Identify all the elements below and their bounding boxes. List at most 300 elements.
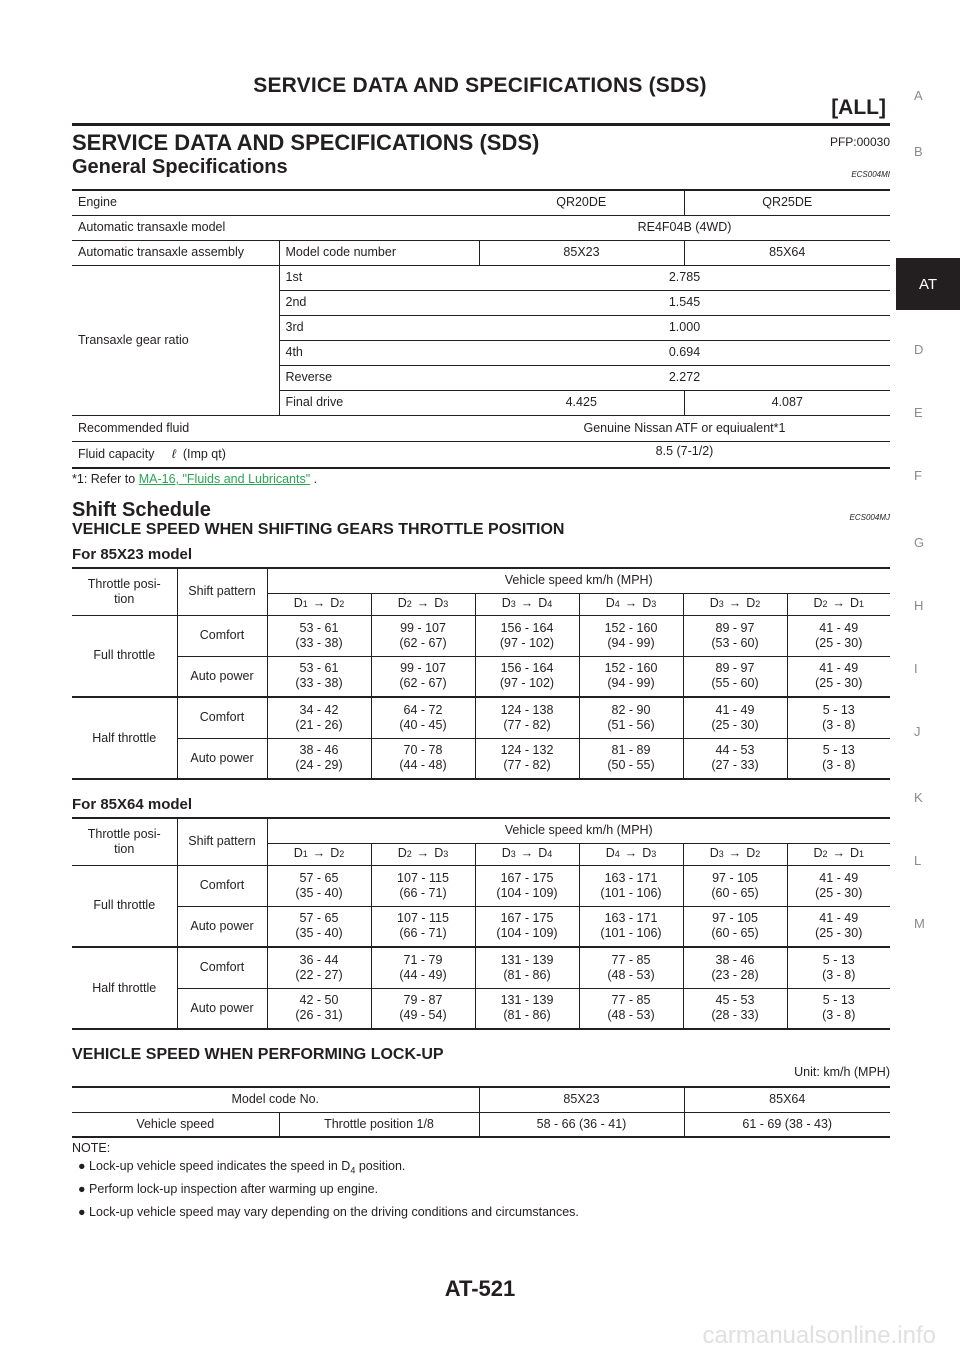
footnote: [72, 472, 317, 486]
header-shift-column: [787, 593, 890, 615]
speed-kmh: 38 - 46: [715, 952, 755, 967]
cell-speed: [683, 615, 787, 656]
gear-number: 2: [406, 849, 412, 859]
gear-letter: D: [330, 846, 340, 860]
speed-mph: (3 - 8): [822, 717, 856, 732]
speed-mph: (33 - 38): [295, 635, 343, 650]
speed-kmh: 156 - 164: [500, 620, 554, 635]
speed-mph: (60 - 65): [711, 885, 759, 900]
speed-kmh: 44 - 53: [715, 743, 755, 758]
table-row: [72, 190, 890, 215]
header-shift-column: [683, 843, 787, 865]
gear-number: 3: [718, 849, 724, 859]
cell-lockup-header-85x23: 85X23: [479, 1087, 684, 1112]
cell-speed: [475, 906, 579, 947]
cell-speed: [371, 947, 475, 988]
cell-shift-pattern: Auto power: [177, 988, 267, 1029]
cell-speed: [475, 615, 579, 656]
lockup-table: [72, 1086, 890, 1138]
cell-speed: [579, 615, 683, 656]
footnote-link[interactable]: MA-16, "Fluids and Lubricants": [138, 472, 311, 486]
gear-letter: D: [746, 846, 756, 860]
cell-speed: [267, 906, 371, 947]
gear-letter: D: [434, 846, 444, 860]
cell-gear-value: 2.272: [479, 365, 890, 390]
speed-kmh: 5 - 13: [822, 952, 855, 967]
cell-final-drive-85x64: 4.087: [684, 390, 890, 415]
side-tab[interactable]: L: [914, 853, 922, 868]
speed-mph: (33 - 38): [295, 676, 343, 691]
speed-kmh: 131 - 139: [500, 952, 554, 967]
gear-letter: D: [605, 596, 615, 610]
table-row: [72, 265, 890, 290]
speed-kmh: 89 - 97: [715, 661, 755, 676]
header-shift-pattern: Shift pattern: [177, 818, 267, 865]
cell-speed: [787, 615, 890, 656]
speed-kmh: 167 - 175: [500, 870, 554, 885]
cell-speed: [371, 615, 475, 656]
speed-mph: (94 - 99): [607, 635, 655, 650]
cell-gear-ratio-label: Transaxle gear ratio: [72, 265, 279, 415]
cell-assembly-label: Automatic transaxle assembly: [72, 240, 279, 265]
speed-mph: (28 - 33): [711, 1008, 759, 1023]
gear-number: 2: [339, 599, 345, 609]
gear-number: 3: [718, 599, 724, 609]
cell-speed: [787, 738, 890, 779]
cell-speed: [579, 865, 683, 906]
speed-kmh: 152 - 160: [604, 661, 658, 676]
speed-kmh: 71 - 79: [403, 952, 443, 967]
speed-mph: (104 - 109): [496, 885, 558, 900]
gear-number: 2: [339, 849, 345, 859]
cell-speed: [475, 947, 579, 988]
speed-mph: (94 - 99): [607, 676, 655, 691]
shift-subtitle: VEHICLE SPEED WHEN SHIFTING GEARS THROTTLE POSITION: [72, 521, 565, 538]
running-header-title: SERVICE DATA AND SPECIFICATIONS (SDS): [253, 74, 707, 97]
table-row: [72, 947, 890, 988]
table-row: [72, 697, 890, 738]
speed-mph: (35 - 40): [295, 885, 343, 900]
side-tab[interactable]: M: [914, 916, 925, 931]
speed-mph: (44 - 49): [399, 967, 447, 982]
cell-speed: [475, 697, 579, 738]
speed-mph: (51 - 56): [607, 717, 655, 732]
gear-letter: D: [813, 596, 823, 610]
table-row: [72, 738, 890, 779]
header-vehicle-speed: Vehicle speed km/h (MPH): [267, 568, 890, 593]
table-row: [72, 988, 890, 1029]
speed-mph: (60 - 65): [711, 926, 759, 941]
speed-mph: (81 - 86): [503, 967, 551, 982]
speed-mph: (25 - 30): [711, 717, 759, 732]
speed-mph: (24 - 29): [295, 758, 343, 773]
speed-mph: (101 - 106): [600, 885, 662, 900]
table-row: [72, 865, 890, 906]
speed-mph: (44 - 48): [399, 758, 447, 773]
cell-speed: [475, 865, 579, 906]
arrow-right-icon: →: [728, 596, 742, 610]
gear-letter: D: [538, 596, 548, 610]
speed-kmh: 45 - 53: [715, 993, 755, 1008]
arrow-right-icon: →: [520, 846, 534, 860]
table-row: [72, 1087, 890, 1112]
arrow-right-icon: →: [624, 846, 638, 860]
header-throttle: Throttle posi- tion: [72, 818, 177, 865]
speed-kmh: 41 - 49: [819, 870, 859, 885]
speed-kmh: 163 - 171: [604, 870, 658, 885]
speed-kmh: 42 - 50: [299, 993, 339, 1008]
general-specs-title: General Specifications: [72, 156, 288, 178]
footnote-prefix: *1: Refer to: [72, 472, 136, 486]
speed-mph: (25 - 30): [815, 926, 863, 941]
gear-number: 4: [614, 599, 620, 609]
cell-gear-value: 1.545: [479, 290, 890, 315]
gear-number: 1: [302, 599, 308, 609]
speed-kmh: 97 - 105: [712, 870, 758, 885]
speed-mph: (27 - 33): [711, 758, 759, 773]
cell-throttle: Half throttle: [72, 697, 177, 779]
arrow-right-icon: →: [624, 596, 638, 610]
header-vehicle-speed: Vehicle speed km/h (MPH): [267, 818, 890, 843]
table-row: [72, 615, 890, 656]
cell-gear-value: 2.785: [479, 265, 890, 290]
cell-speed: [787, 988, 890, 1029]
speed-kmh: 99 - 107: [400, 620, 446, 635]
gear-number: 3: [510, 599, 516, 609]
speed-mph: (48 - 53): [607, 1008, 655, 1023]
speed-kmh: 99 - 107: [400, 661, 446, 676]
shift-table-2-title: For 85X64 model: [72, 796, 193, 813]
cell-fluid-value: Genuine Nissan ATF or equiualent*1: [479, 415, 890, 441]
header-shift-column: [371, 843, 475, 865]
cell-capacity-label: [72, 441, 479, 468]
cell-speed: [579, 656, 683, 697]
speed-kmh: 38 - 46: [299, 743, 339, 758]
note-sub: 4: [350, 1165, 356, 1176]
cell-speed: [683, 988, 787, 1029]
speed-kmh: 41 - 49: [819, 661, 859, 676]
gear-letter: D: [709, 596, 719, 610]
speed-mph: (3 - 8): [822, 967, 856, 982]
speed-mph: (21 - 26): [295, 717, 343, 732]
speed-kmh: 77 - 85: [611, 952, 651, 967]
arrow-right-icon: →: [312, 596, 326, 610]
speed-kmh: 5 - 13: [822, 702, 855, 717]
bullet-icon: ●: [78, 1159, 86, 1173]
cell-gear-name: Reverse: [279, 365, 479, 390]
speed-kmh: 163 - 171: [604, 911, 658, 926]
gear-letter: D: [746, 596, 756, 610]
speed-mph: (97 - 102): [499, 635, 555, 650]
table-row: [72, 818, 890, 843]
speed-mph: (35 - 40): [295, 926, 343, 941]
cell-speed: [267, 656, 371, 697]
speed-mph: (62 - 67): [399, 635, 447, 650]
speed-kmh: 36 - 44: [299, 952, 339, 967]
side-tab[interactable]: K: [914, 790, 923, 805]
gear-number: 1: [302, 849, 308, 859]
shift-schedule-code: ECS004MJ: [849, 513, 890, 522]
cell-speed: [683, 697, 787, 738]
arrow-right-icon: →: [416, 846, 430, 860]
gear-number: 3: [443, 599, 449, 609]
gear-number: 2: [406, 599, 412, 609]
speed-kmh: 70 - 78: [403, 743, 443, 758]
cell-speed: [267, 865, 371, 906]
header-divider: [72, 123, 890, 126]
side-tab-active[interactable]: [896, 258, 960, 310]
table-row: [72, 1112, 890, 1137]
cell-shift-pattern: Auto power: [177, 906, 267, 947]
gear-number: 1: [859, 849, 865, 859]
speed-mph: (55 - 60): [711, 676, 759, 691]
side-tab[interactable]: B: [914, 144, 923, 159]
speed-mph: (22 - 27): [295, 967, 343, 982]
cell-speed: [475, 656, 579, 697]
gear-letter: D: [293, 596, 303, 610]
table-row: [72, 656, 890, 697]
cell-speed: [787, 865, 890, 906]
side-tab[interactable]: D: [914, 342, 924, 357]
side-tab[interactable]: I: [914, 661, 918, 676]
header-shift-column: [267, 593, 371, 615]
pfp-code: PFP:00030: [829, 135, 890, 149]
liter-icon: ℓ: [171, 446, 176, 461]
side-tab[interactable]: G: [914, 535, 925, 550]
side-tab-label: AT: [918, 275, 938, 293]
watermark: carmanualsonline.info: [702, 1322, 936, 1349]
cell-speed: [371, 865, 475, 906]
gear-number: 3: [651, 599, 657, 609]
cell-lockup-85x23: 58 - 66 (36 - 41): [479, 1112, 684, 1137]
cell-speed: [371, 697, 475, 738]
capacity-unit: (Imp qt): [182, 446, 226, 461]
capacity-label-text: Fluid capacity: [78, 446, 155, 461]
cell-speed: [371, 738, 475, 779]
header-shift-pattern: Shift pattern: [177, 568, 267, 615]
speed-kmh: 41 - 49: [819, 911, 859, 926]
speed-kmh: 97 - 105: [712, 911, 758, 926]
gear-letter: D: [605, 846, 615, 860]
speed-mph: (66 - 71): [399, 885, 447, 900]
speed-mph: (50 - 55): [607, 758, 655, 773]
cell-engine-qr25de: QR25DE: [684, 190, 890, 215]
cell-speed: [787, 947, 890, 988]
cell-speed: [579, 988, 683, 1029]
cell-model-value: RE4F04B (4WD): [479, 215, 890, 240]
side-tab[interactable]: E: [914, 405, 923, 420]
speed-kmh: 41 - 49: [715, 702, 755, 717]
cell-throttle: Full throttle: [72, 615, 177, 697]
cell-gear-name: 1st: [279, 265, 479, 290]
arrow-right-icon: →: [832, 596, 845, 610]
speed-mph: (49 - 54): [399, 1008, 447, 1023]
cell-speed: [475, 738, 579, 779]
cell-speed: [683, 656, 787, 697]
cell-model-code-85x64: 85X64: [684, 240, 890, 265]
gear-letter: D: [330, 596, 340, 610]
cell-fluid-label: Recommended fluid: [72, 415, 479, 441]
table-row: [72, 240, 890, 265]
speed-kmh: 53 - 61: [299, 620, 339, 635]
cell-shift-pattern: Comfort: [177, 947, 267, 988]
header-shift-column: [475, 593, 579, 615]
cell-speed: [787, 656, 890, 697]
shift-table: [72, 817, 890, 1030]
bullet-icon: ●: [78, 1182, 86, 1196]
cell-lockup-header-label: Model code No.: [72, 1087, 479, 1112]
note-text: Lock-up vehicle speed indicates the speed in D: [89, 1159, 351, 1173]
speed-mph: (66 - 71): [399, 926, 447, 941]
gear-number: 3: [443, 849, 449, 859]
cell-shift-pattern: Comfort: [177, 697, 267, 738]
gear-letter: D: [813, 846, 823, 860]
cell-speed: [371, 906, 475, 947]
speed-kmh: 5 - 13: [822, 743, 855, 758]
shift-schedule-title: Shift Schedule: [72, 499, 211, 521]
gear-number: 2: [755, 849, 761, 859]
cell-speed: [371, 656, 475, 697]
gear-number: 1: [859, 599, 865, 609]
note-text: Lock-up vehicle speed may vary depending on the driving conditions and circumstances.: [89, 1205, 579, 1219]
gear-letter: D: [397, 596, 407, 610]
gear-letter: D: [397, 846, 407, 860]
table-row: [72, 568, 890, 593]
header-shift-column: [267, 843, 371, 865]
cell-model-label: Automatic transaxle model: [72, 215, 479, 240]
speed-kmh: 107 - 115: [397, 911, 449, 926]
cell-speed: [267, 697, 371, 738]
speed-kmh: 152 - 160: [604, 620, 658, 635]
table-row: [72, 415, 890, 441]
gear-letter: D: [850, 846, 860, 860]
cell-speed: [579, 697, 683, 738]
cell-speed: [267, 947, 371, 988]
cell-speed: [371, 988, 475, 1029]
cell-engine-label: Engine: [72, 190, 479, 215]
gear-number: 3: [510, 849, 516, 859]
speed-kmh: 131 - 139: [500, 993, 554, 1008]
gear-number: 4: [547, 599, 553, 609]
header-throttle: Throttle posi- tion: [72, 568, 177, 615]
speed-kmh: 124 - 132: [500, 743, 554, 758]
note-after: position.: [355, 1159, 406, 1173]
gear-number: 4: [614, 849, 620, 859]
gear-letter: D: [293, 846, 303, 860]
cell-throttle: Half throttle: [72, 947, 177, 1029]
speed-kmh: 81 - 89: [611, 743, 651, 758]
speed-kmh: 89 - 97: [715, 620, 755, 635]
speed-kmh: 167 - 175: [500, 911, 554, 926]
speed-mph: (104 - 109): [496, 926, 558, 941]
gear-number: 2: [755, 599, 761, 609]
gear-letter: D: [434, 596, 444, 610]
cell-lockup-header-85x64: 85X64: [684, 1087, 890, 1112]
page-number: AT-521: [444, 1276, 516, 1301]
note-item: [78, 1182, 378, 1196]
arrow-right-icon: →: [520, 596, 534, 610]
side-tab[interactable]: A: [914, 88, 923, 103]
header-shift-column: [371, 593, 475, 615]
speed-kmh: 82 - 90: [611, 702, 651, 717]
cell-lockup-throttle: Throttle position 1/8: [279, 1112, 479, 1137]
speed-kmh: 34 - 42: [299, 702, 339, 717]
cell-model-code-85x23: 85X23: [479, 240, 684, 265]
speed-mph: (77 - 82): [503, 717, 551, 732]
cell-gear-name: 3rd: [279, 315, 479, 340]
cell-shift-pattern: Auto power: [177, 656, 267, 697]
gear-letter: D: [709, 846, 719, 860]
cell-speed: [683, 947, 787, 988]
speed-mph: (81 - 86): [503, 1008, 551, 1023]
speed-kmh: 41 - 49: [819, 620, 859, 635]
cell-gear-name: 4th: [279, 340, 479, 365]
cell-speed: [579, 738, 683, 779]
speed-mph: (101 - 106): [600, 926, 662, 941]
gear-letter: D: [501, 846, 511, 860]
cell-speed: [267, 615, 371, 656]
speed-kmh: 57 - 65: [299, 911, 339, 926]
speed-kmh: 5 - 13: [822, 993, 855, 1008]
arrow-right-icon: →: [416, 596, 430, 610]
speed-mph: (77 - 82): [503, 758, 551, 773]
side-tab[interactable]: F: [914, 468, 922, 483]
speed-mph: (40 - 45): [399, 717, 447, 732]
speed-mph: (3 - 8): [822, 1008, 856, 1023]
cell-speed: [579, 906, 683, 947]
cell-speed: [787, 906, 890, 947]
cell-shift-pattern: Auto power: [177, 738, 267, 779]
speed-kmh: 53 - 61: [299, 661, 339, 676]
section-title: SERVICE DATA AND SPECIFICATIONS (SDS): [72, 130, 540, 155]
running-header-scope: [ALL]: [831, 96, 886, 119]
gear-number: 2: [822, 599, 828, 609]
cell-speed: [475, 988, 579, 1029]
cell-final-drive-label: Final drive: [279, 390, 479, 415]
speed-mph: (25 - 30): [815, 885, 863, 900]
side-tab[interactable]: H: [914, 598, 924, 613]
cell-speed: [267, 988, 371, 1029]
cell-shift-pattern: Comfort: [177, 615, 267, 656]
speed-kmh: 107 - 115: [397, 870, 449, 885]
cell-engine-qr20de: QR20DE: [479, 190, 684, 215]
gear-number: 3: [651, 849, 657, 859]
note-item: [78, 1205, 579, 1219]
lockup-unit: Unit: km/h (MPH): [794, 1065, 890, 1079]
note-label: NOTE:: [72, 1141, 111, 1155]
cell-lockup-row-label: Vehicle speed: [72, 1112, 279, 1137]
cell-model-code-label: Model code number: [279, 240, 479, 265]
cell-capacity-value: 8.5 (7-1/2): [479, 441, 890, 468]
gear-letter: D: [501, 596, 511, 610]
cell-speed: [579, 947, 683, 988]
gear-letter: D: [850, 596, 860, 610]
cell-speed: [683, 738, 787, 779]
cell-shift-pattern: Comfort: [177, 865, 267, 906]
side-tab[interactable]: J: [914, 724, 921, 739]
lockup-title: VEHICLE SPEED WHEN PERFORMING LOCK-UP: [72, 1046, 444, 1063]
general-specs-code: ECS004MI: [851, 170, 890, 179]
arrow-right-icon: →: [832, 846, 845, 860]
gear-letter: D: [642, 596, 652, 610]
footnote-suffix: .: [313, 472, 318, 486]
speed-mph: (53 - 60): [711, 635, 759, 650]
speed-kmh: 57 - 65: [299, 870, 339, 885]
note-text: Perform lock-up inspection after warming up engine.: [89, 1182, 379, 1196]
gear-letter: D: [538, 846, 548, 860]
header-shift-column: [579, 843, 683, 865]
cell-throttle: Full throttle: [72, 865, 177, 947]
